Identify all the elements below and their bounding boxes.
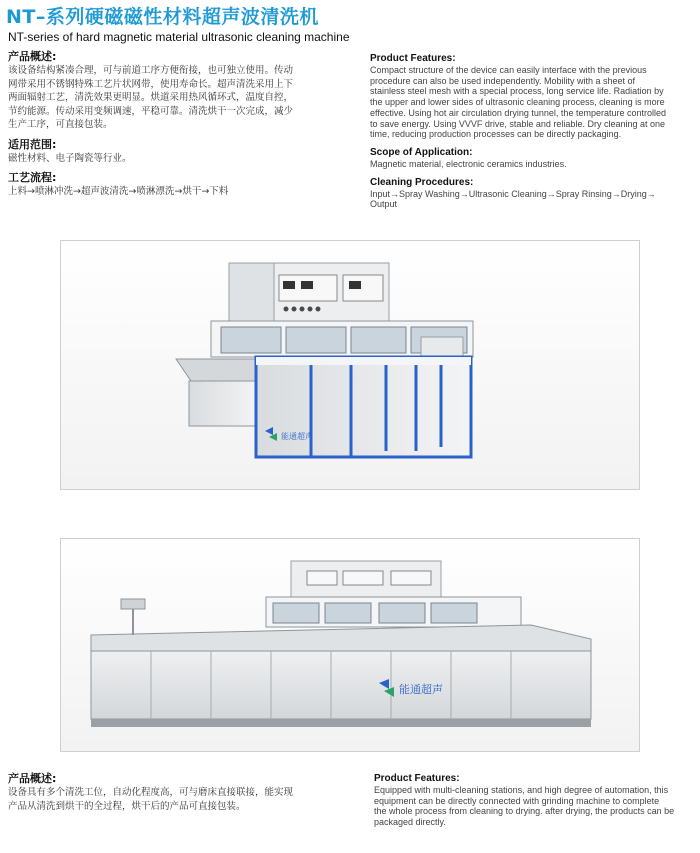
machine-logo-text: 能通超声 xyxy=(399,683,443,696)
features2-line: Equipped with multi-cleaning stations, and high degree of automation, this xyxy=(374,785,669,795)
process-heading: 工艺流程: xyxy=(8,171,57,184)
features2-line: equipment can be directly connected with grinding machine to complete xyxy=(374,795,660,806)
overview2-cn-block xyxy=(8,772,348,813)
overview-heading: 产品概述: xyxy=(8,50,57,63)
process-en-line: Output xyxy=(370,199,398,210)
features-line: time, reducing production processes can be directly packaging. xyxy=(370,129,622,140)
features2-line: packaged directly. xyxy=(374,817,446,828)
page-title-en: NT-series of hard magnetic material ultrasonic cleaning machine xyxy=(8,30,350,44)
machine-photo-1 xyxy=(60,240,640,490)
scope-en-heading: Scope of Application: xyxy=(370,146,473,158)
process-en-heading: Cleaning Procedures: xyxy=(370,176,474,188)
overview-line: 两面辐射工艺，清洗效果更明显。烘道采用热风循环式，温度自控， xyxy=(8,92,294,103)
scope-en-text: Magnetic material, electronic ceramics industries. xyxy=(370,158,567,169)
machine-photo-2 xyxy=(60,538,640,752)
scope-heading: 适用范围: xyxy=(8,137,57,151)
overview-line: 节约能源。传动采用变频调速，平稳可靠。清洗烘干一次完成，减少 xyxy=(8,105,294,117)
features-line: the upper and lower sides of ultrasonic cleaning process, cleaning is more xyxy=(370,97,665,108)
overview-line: 该设备结构紧凑合理，可与前道工序方便衔接，也可独立使用。传动 xyxy=(8,65,294,76)
process-text: 上料→喷淋冲洗→超声波清洗→喷淋漂洗→烘干→下料 xyxy=(8,186,229,197)
features-en-block xyxy=(370,52,692,210)
overview2-line: 产品从清洗到烘干的全过程，烘干后的产品可直接包装。 xyxy=(8,800,246,812)
features-heading: Product Features: xyxy=(370,53,456,64)
features-line: to save energy. Using VVVF drive, stable and reliable. Dry cleaning at one xyxy=(370,118,665,129)
page-title-cn: NT–系列硬磁磁性材料超声波清洗机 xyxy=(6,6,319,28)
machine-logo-text: 能通超声 xyxy=(281,432,313,441)
features-line: procedure can also be used independently. Mobility with a sheet of xyxy=(370,75,635,86)
features-line: effective. Using hot air circulation drying tunnel, the temperature controlled xyxy=(370,107,666,118)
features2-line: the whole process from cleaning to drying. after drying, the products can be xyxy=(374,806,675,817)
features2-heading: Product Features: xyxy=(374,773,460,784)
overview-line: 生产工序，可直接包装。 xyxy=(8,119,113,130)
overview-line: 网带采用不锈钢特殊工艺片状网带，使用寿命长。超声清洗采用上下 xyxy=(8,78,294,90)
overview2-heading: 产品概述: xyxy=(8,772,57,785)
process-en-line: Input→Spray Washing→Ultrasonic Cleaning→Spray Rinsing→Drying→ xyxy=(370,188,656,199)
overview2-line: 设备具有多个清洗工位，自动化程度高，可与磨床直接联接，能实现 xyxy=(8,787,294,798)
scope-text: 磁性材料、电子陶瓷等行业。 xyxy=(8,152,132,164)
overview-cn-block xyxy=(8,50,348,199)
features-line: stainless steel mesh with a special process, long service life. Radiation by xyxy=(370,86,664,97)
features-line: Compact structure of the device can easily interface with the previous xyxy=(370,65,647,75)
features2-en-block xyxy=(374,772,692,828)
